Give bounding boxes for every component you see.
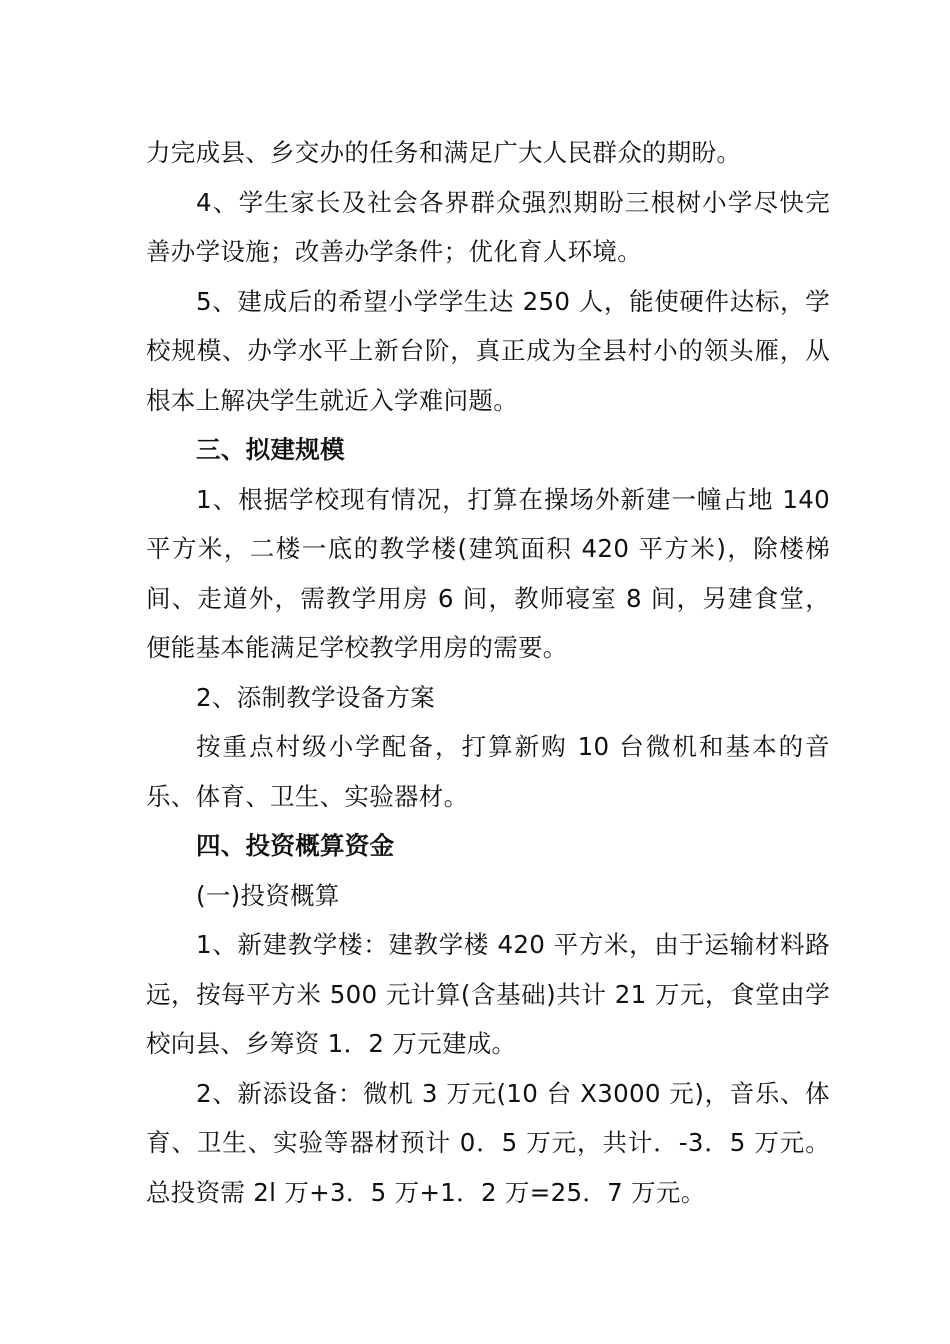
paragraph-item-5: 5、建成后的希望小学学生达 250 人，能使硬件达标，学校规模、办学水平上新台阶，真正成为全县村小的领头雁，从根本上解决学生就近入学难问题。: [146, 286, 830, 415]
paragraph-continuation: 力完成县、乡交办的任务和满足广大人民群众的期盼。: [146, 138, 742, 167]
document-body: [146, 128, 830, 1217]
section-heading-investment: 四、投资概算资金: [196, 831, 395, 860]
section-heading-scale: 三、拟建规模: [196, 435, 345, 464]
subsection-heading-estimate: (一)投资概算: [196, 880, 340, 910]
paragraph-investment-item-2: 2、新添设备：微机 3 万元(10 台 X3000 元)，音乐、体育、卫生、实验等器材预计 0．5 万元，共计．-3．5 万元。总投资需 2l 万+3．5 万+1．2 万=25．7 万元。: [146, 1078, 830, 1207]
paragraph-equipment-plan: 按重点村级小学配备，打算新购 10 台微机和基本的音乐、体育、卫生、实验器材。: [146, 732, 830, 811]
paragraph-item-4: 4、学生家长及社会各界群众强烈期盼三根树小学尽快完善办学设施；改善办学条件；优化育人环境。: [146, 187, 830, 266]
paragraph-scale-item-2: 2、添制教学设备方案: [196, 682, 436, 712]
paragraph-scale-item-1: 1、根据学校现有情况，打算在操场外新建一幢占地 140 平方米，二楼一底的教学楼(建筑面积 420 平方米)，除楼梯间、走道外，需教学用房 6 间，教师寝室 8 间，另建食堂，便能基本能满足学校教学用房的需要。: [146, 484, 830, 662]
paragraph-investment-item-1: 1、新建教学楼：建教学楼 420 平方米，由于运输材料路远，按每平方米 500 元计算(含基础)共计 21 万元，食堂由学校向县、乡筹资 1．2 万元建成。: [146, 930, 830, 1058]
